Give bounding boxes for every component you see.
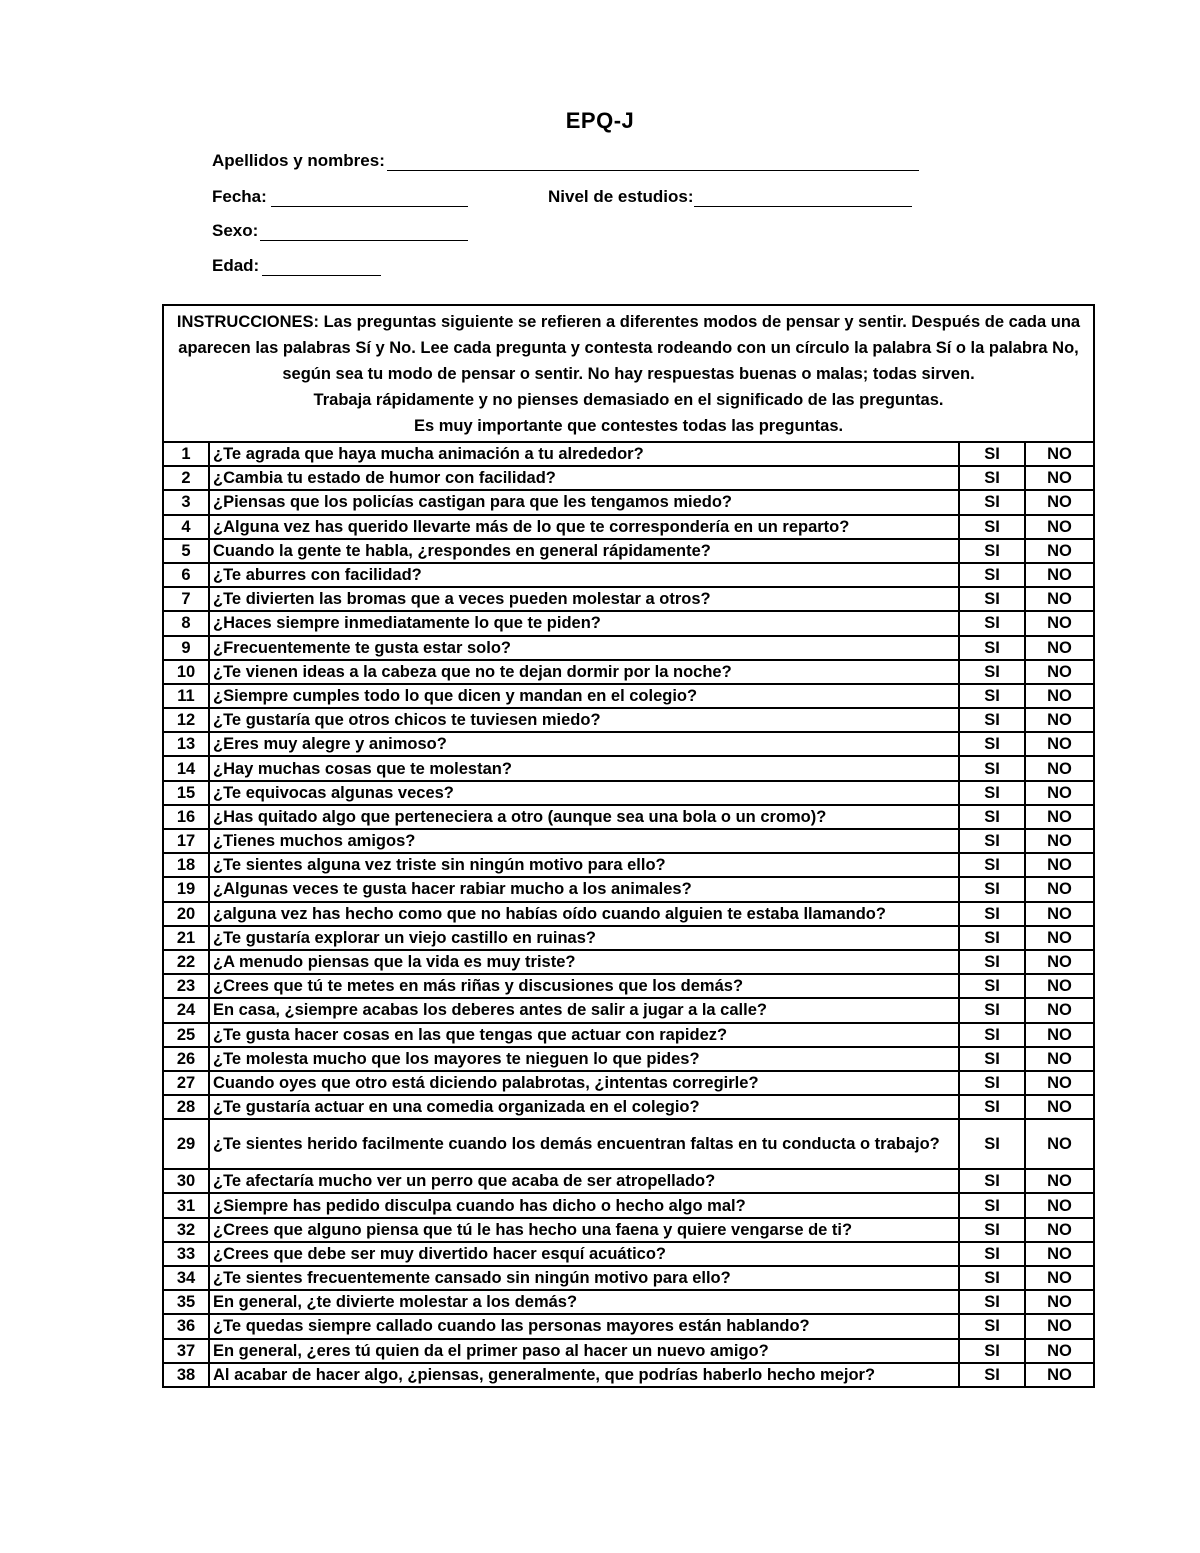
answer-yes[interactable]: SI xyxy=(959,781,1025,805)
question-number: 29 xyxy=(163,1119,209,1169)
answer-no[interactable]: NO xyxy=(1025,1363,1094,1387)
answer-yes[interactable]: SI xyxy=(959,1119,1025,1169)
question-number: 35 xyxy=(163,1290,209,1314)
question-row xyxy=(163,805,1094,829)
question-row xyxy=(163,853,1094,877)
answer-no[interactable]: NO xyxy=(1025,1242,1094,1266)
question-text: En general, ¿te divierte molestar a los demás? xyxy=(209,1290,959,1314)
name-label: Apellidos y nombres: xyxy=(212,151,385,170)
question-row xyxy=(163,660,1094,684)
question-row xyxy=(163,1314,1094,1338)
question-row xyxy=(163,950,1094,974)
instructions-line3: Es muy importante que contestes todas las preguntas. xyxy=(413,417,844,435)
answer-no[interactable]: NO xyxy=(1025,1023,1094,1047)
instructions-text: INSTRUCCIONES: Las preguntas siguiente se refieren a diferentes modos de pensar y sentir. Después de cada una aparecen las palabras Sí y No. Lee cada pregunta y contesta rodeando con un círculo la palabra Sí o la palabra No, según sea tu modo de pensar o sentir. No hay respuestas buenas o malas; todas sirven. xyxy=(176,313,1081,383)
answer-no[interactable]: NO xyxy=(1025,1095,1094,1119)
sex-label: Sexo: xyxy=(212,221,259,240)
question-text: ¿Eres muy alegre y animoso? xyxy=(209,732,959,756)
question-text: ¿Piensas que los policías castigan para que les tengamos miedo? xyxy=(209,490,959,514)
question-text: ¿Siempre cumples todo lo que dicen y mandan en el colegio? xyxy=(209,684,959,708)
question-text: ¿Crees que alguno piensa que tú le has hecho una faena y quiere vengarse de ti? xyxy=(209,1218,959,1242)
answer-yes[interactable]: SI xyxy=(959,708,1025,732)
answer-yes[interactable]: SI xyxy=(959,539,1025,563)
question-text: En casa, ¿siempre acabas los deberes antes de salir a jugar a la calle? xyxy=(209,998,959,1022)
question-row xyxy=(163,998,1094,1022)
question-number: 2 xyxy=(163,466,209,490)
question-number: 31 xyxy=(163,1193,209,1217)
question-row xyxy=(163,708,1094,732)
question-number: 20 xyxy=(163,902,209,926)
answer-no[interactable]: NO xyxy=(1025,781,1094,805)
question-text: En general, ¿eres tú quien da el primer paso al hacer un nuevo amigo? xyxy=(209,1339,959,1363)
question-row xyxy=(163,1363,1094,1387)
answer-no[interactable]: NO xyxy=(1025,756,1094,780)
answer-yes[interactable]: SI xyxy=(959,490,1025,514)
question-text: ¿Siempre has pedido disculpa cuando has dicho o hecho algo mal? xyxy=(209,1193,959,1217)
question-number: 37 xyxy=(163,1339,209,1363)
answer-no[interactable]: NO xyxy=(1025,636,1094,660)
question-row xyxy=(163,684,1094,708)
question-number: 21 xyxy=(163,926,209,950)
question-number: 5 xyxy=(163,539,209,563)
question-number: 32 xyxy=(163,1218,209,1242)
question-number: 11 xyxy=(163,684,209,708)
question-number: 7 xyxy=(163,587,209,611)
question-text: Al acabar de hacer algo, ¿piensas, generalmente, que podrías haberlo hecho mejor? xyxy=(209,1363,959,1387)
question-row xyxy=(163,829,1094,853)
answer-yes[interactable]: SI xyxy=(959,1071,1025,1095)
answer-no[interactable]: NO xyxy=(1025,950,1094,974)
question-row xyxy=(163,1290,1094,1314)
question-row xyxy=(163,1339,1094,1363)
answer-no[interactable]: NO xyxy=(1025,539,1094,563)
question-text: ¿alguna vez has hecho como que no habías oído cuando alguien te estaba llamando? xyxy=(209,902,959,926)
question-row xyxy=(163,539,1094,563)
answer-yes[interactable]: SI xyxy=(959,1266,1025,1290)
instructions-cell xyxy=(163,305,1094,442)
question-text: ¿Te gusta hacer cosas en las que tengas que actuar con rapidez? xyxy=(209,1023,959,1047)
question-number: 13 xyxy=(163,732,209,756)
answer-yes[interactable]: SI xyxy=(959,1047,1025,1071)
question-number: 28 xyxy=(163,1095,209,1119)
question-number: 19 xyxy=(163,877,209,901)
question-number: 15 xyxy=(163,781,209,805)
answer-no[interactable]: NO xyxy=(1025,490,1094,514)
question-number: 22 xyxy=(163,950,209,974)
answer-no[interactable]: NO xyxy=(1025,684,1094,708)
question-number: 4 xyxy=(163,515,209,539)
question-text: ¿Te agrada que haya mucha animación a tu alrededor? xyxy=(209,442,959,466)
answer-no[interactable]: NO xyxy=(1025,1071,1094,1095)
instructions-row xyxy=(163,305,1094,442)
question-text: ¿Algunas veces te gusta hacer rabiar mucho a los animales? xyxy=(209,877,959,901)
question-row xyxy=(163,466,1094,490)
question-number: 36 xyxy=(163,1314,209,1338)
question-number: 16 xyxy=(163,805,209,829)
answer-no[interactable]: NO xyxy=(1025,708,1094,732)
answer-yes[interactable]: SI xyxy=(959,1314,1025,1338)
question-number: 38 xyxy=(163,1363,209,1387)
question-text: ¿Haces siempre inmediatamente lo que te piden? xyxy=(209,611,959,635)
question-text: ¿Te molesta mucho que los mayores te nieguen lo que pides? xyxy=(209,1047,959,1071)
answer-no[interactable]: NO xyxy=(1025,974,1094,998)
question-number: 10 xyxy=(163,660,209,684)
question-text: ¿Te afectaría mucho ver un perro que acaba de ser atropellado? xyxy=(209,1169,959,1193)
question-text: ¿Te sientes herido facilmente cuando los demás encuentran faltas en tu conducta o trabajo? xyxy=(209,1119,959,1169)
question-text: ¿Te sientes frecuentemente cansado sin ningún motivo para ello? xyxy=(209,1266,959,1290)
answer-yes[interactable]: SI xyxy=(959,1363,1025,1387)
question-number: 18 xyxy=(163,853,209,877)
question-row xyxy=(163,563,1094,587)
answer-no[interactable]: NO xyxy=(1025,563,1094,587)
question-number: 17 xyxy=(163,829,209,853)
answer-no[interactable]: NO xyxy=(1025,1218,1094,1242)
question-text: ¿Te quedas siempre callado cuando las personas mayores están hablando? xyxy=(209,1314,959,1338)
question-number: 23 xyxy=(163,974,209,998)
answer-no[interactable]: NO xyxy=(1025,829,1094,853)
answer-yes[interactable]: SI xyxy=(959,660,1025,684)
question-row xyxy=(163,926,1094,950)
question-number: 24 xyxy=(163,998,209,1022)
question-number: 27 xyxy=(163,1071,209,1095)
question-text: ¿Cambia tu estado de humor con facilidad? xyxy=(209,466,959,490)
answer-yes[interactable]: SI xyxy=(959,1023,1025,1047)
question-row xyxy=(163,1047,1094,1071)
question-row xyxy=(163,611,1094,635)
question-text: ¿Te gustaría actuar en una comedia organizada en el colegio? xyxy=(209,1095,959,1119)
answer-yes[interactable]: SI xyxy=(959,950,1025,974)
answer-no[interactable]: NO xyxy=(1025,1339,1094,1363)
answer-yes[interactable]: SI xyxy=(959,902,1025,926)
answer-no[interactable]: NO xyxy=(1025,1290,1094,1314)
answer-yes[interactable]: SI xyxy=(959,1095,1025,1119)
question-row xyxy=(163,442,1094,466)
answer-yes[interactable]: SI xyxy=(959,998,1025,1022)
question-row xyxy=(163,636,1094,660)
answer-yes[interactable]: SI xyxy=(959,442,1025,466)
level-field[interactable] xyxy=(694,206,912,207)
answer-yes[interactable]: SI xyxy=(959,1218,1025,1242)
answer-no[interactable]: NO xyxy=(1025,1314,1094,1338)
answer-no[interactable]: NO xyxy=(1025,1119,1094,1169)
answer-yes[interactable]: SI xyxy=(959,515,1025,539)
question-number: 26 xyxy=(163,1047,209,1071)
question-row xyxy=(163,732,1094,756)
answer-no[interactable]: NO xyxy=(1025,877,1094,901)
answer-yes[interactable]: SI xyxy=(959,684,1025,708)
answer-yes[interactable]: SI xyxy=(959,1290,1025,1314)
answer-no[interactable]: NO xyxy=(1025,587,1094,611)
question-text: ¿Frecuentemente te gusta estar solo? xyxy=(209,636,959,660)
question-text: ¿Alguna vez has querido llevarte más de lo que te correspondería en un reparto? xyxy=(209,515,959,539)
answer-yes[interactable]: SI xyxy=(959,611,1025,635)
answer-no[interactable]: NO xyxy=(1025,660,1094,684)
answer-no[interactable]: NO xyxy=(1025,515,1094,539)
name-field[interactable] xyxy=(387,170,919,171)
question-row xyxy=(163,490,1094,514)
answer-yes[interactable]: SI xyxy=(959,563,1025,587)
question-number: 8 xyxy=(163,611,209,635)
answer-no[interactable]: NO xyxy=(1025,1169,1094,1193)
answer-yes[interactable]: SI xyxy=(959,853,1025,877)
question-text: ¿Hay muchas cosas que te molestan? xyxy=(209,756,959,780)
question-row xyxy=(163,781,1094,805)
question-text: ¿Tienes muchos amigos? xyxy=(209,829,959,853)
questionnaire-table xyxy=(162,304,1095,1388)
answer-yes[interactable]: SI xyxy=(959,1169,1025,1193)
answer-yes[interactable]: SI xyxy=(959,636,1025,660)
question-number: 9 xyxy=(163,636,209,660)
question-number: 33 xyxy=(163,1242,209,1266)
question-number: 3 xyxy=(163,490,209,514)
question-row xyxy=(163,587,1094,611)
answer-yes[interactable]: SI xyxy=(959,732,1025,756)
answer-no[interactable]: NO xyxy=(1025,1266,1094,1290)
question-row xyxy=(163,1266,1094,1290)
instructions-line2: Trabaja rápidamente y no pienses demasiado en el significado de las preguntas. xyxy=(313,391,944,409)
question-row xyxy=(163,1023,1094,1047)
answer-yes[interactable]: SI xyxy=(959,926,1025,950)
question-text: ¿Crees que debe ser muy divertido hacer esquí acuático? xyxy=(209,1242,959,1266)
question-text: ¿Te equivocas algunas veces? xyxy=(209,781,959,805)
question-row xyxy=(163,515,1094,539)
question-row xyxy=(163,974,1094,998)
age-label: Edad: xyxy=(212,256,260,275)
answer-yes[interactable]: SI xyxy=(959,587,1025,611)
answer-no[interactable]: NO xyxy=(1025,805,1094,829)
question-row xyxy=(163,756,1094,780)
answer-yes[interactable]: SI xyxy=(959,974,1025,998)
question-text: ¿A menudo piensas que la vida es muy triste? xyxy=(209,950,959,974)
question-number: 25 xyxy=(163,1023,209,1047)
age-field[interactable] xyxy=(262,275,381,276)
question-number: 12 xyxy=(163,708,209,732)
answer-no[interactable]: NO xyxy=(1025,442,1094,466)
question-text: ¿Te aburres con facilidad? xyxy=(209,563,959,587)
question-row xyxy=(163,1095,1094,1119)
answer-yes[interactable]: SI xyxy=(959,805,1025,829)
answer-no[interactable]: NO xyxy=(1025,1193,1094,1217)
answer-no[interactable]: NO xyxy=(1025,853,1094,877)
question-row xyxy=(163,877,1094,901)
question-text: Cuando la gente te habla, ¿respondes en general rápidamente? xyxy=(209,539,959,563)
answer-yes[interactable]: SI xyxy=(959,829,1025,853)
answer-yes[interactable]: SI xyxy=(959,877,1025,901)
question-row xyxy=(163,902,1094,926)
question-row xyxy=(163,1218,1094,1242)
answer-yes[interactable]: SI xyxy=(959,1242,1025,1266)
answer-yes[interactable]: SI xyxy=(959,466,1025,490)
date-label: Fecha: xyxy=(212,187,267,206)
question-row xyxy=(163,1193,1094,1217)
question-text: ¿Has quitado algo que perteneciera a otro (aunque sea una bola o un cromo)? xyxy=(209,805,959,829)
question-number: 14 xyxy=(163,756,209,780)
answer-no[interactable]: NO xyxy=(1025,926,1094,950)
level-label: Nivel de estudios: xyxy=(548,187,694,206)
question-text: ¿Crees que tú te metes en más riñas y discusiones que los demás? xyxy=(209,974,959,998)
question-text: ¿Te gustaría explorar un viejo castillo en ruinas? xyxy=(209,926,959,950)
question-row xyxy=(163,1242,1094,1266)
answer-no[interactable]: NO xyxy=(1025,998,1094,1022)
question-row xyxy=(163,1071,1094,1095)
question-number: 30 xyxy=(163,1169,209,1193)
question-number: 34 xyxy=(163,1266,209,1290)
answer-yes[interactable]: SI xyxy=(959,1339,1025,1363)
question-text: ¿Te divierten las bromas que a veces pueden molestar a otros? xyxy=(209,587,959,611)
question-row xyxy=(163,1119,1094,1169)
question-text: ¿Te vienen ideas a la cabeza que no te dejan dormir por la noche? xyxy=(209,660,959,684)
question-text: Cuando oyes que otro está diciendo palabrotas, ¿intentas corregirle? xyxy=(209,1071,959,1095)
answer-no[interactable]: NO xyxy=(1025,1047,1094,1071)
question-number: 1 xyxy=(163,442,209,466)
answer-no[interactable]: NO xyxy=(1025,902,1094,926)
question-text: ¿Te sientes alguna vez triste sin ningún motivo para ello? xyxy=(209,853,959,877)
answer-no[interactable]: NO xyxy=(1025,732,1094,756)
page-title: EPQ-J xyxy=(565,108,635,133)
answer-no[interactable]: NO xyxy=(1025,466,1094,490)
answer-no[interactable]: NO xyxy=(1025,611,1094,635)
question-row xyxy=(163,1169,1094,1193)
question-number: 6 xyxy=(163,563,209,587)
answer-yes[interactable]: SI xyxy=(959,756,1025,780)
sex-field[interactable] xyxy=(260,240,468,241)
question-text: ¿Te gustaría que otros chicos te tuviesen miedo? xyxy=(209,708,959,732)
answer-yes[interactable]: SI xyxy=(959,1193,1025,1217)
date-field[interactable] xyxy=(271,206,468,207)
